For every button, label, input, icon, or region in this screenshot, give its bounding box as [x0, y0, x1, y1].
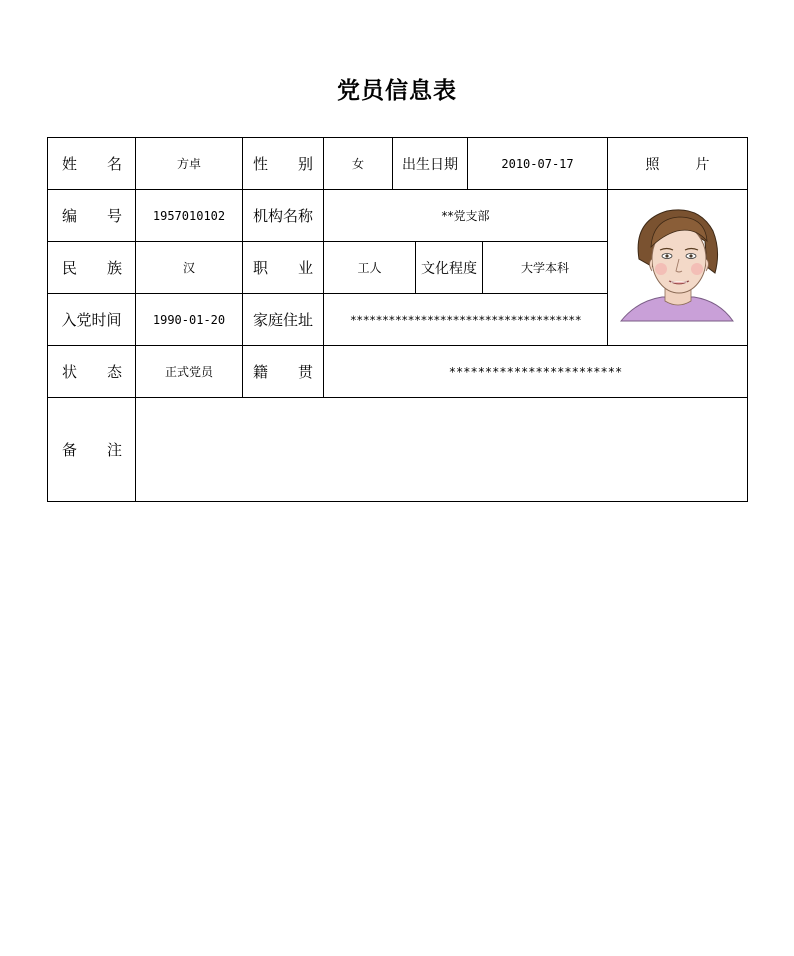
address-label: 家庭住址: [252, 311, 313, 329]
status-label: 状 态: [62, 363, 122, 381]
member-photo: [617, 201, 739, 323]
org-name-label: 机构名称: [252, 207, 313, 225]
gender-label: 性 别: [253, 155, 313, 173]
portrait-image: [617, 201, 739, 323]
remarks-label: 备 注: [62, 441, 122, 459]
org-name-value: **党支部: [441, 209, 490, 223]
form-title: 党员信息表: [337, 78, 457, 104]
education-value: 大学本科: [520, 261, 569, 275]
name-value: 方卓: [176, 157, 201, 171]
birth-date-label: 出生日期: [402, 156, 458, 173]
number-value: 1957010102: [152, 208, 226, 223]
join-date-label: 入党时间: [61, 311, 122, 329]
birth-date-value: 2010-07-17: [501, 156, 574, 171]
ethnicity-label: 民 族: [62, 259, 122, 277]
native-place-label: 籍 贯: [253, 363, 313, 381]
number-label: 编 号: [62, 207, 122, 225]
gender-value: 女: [351, 157, 364, 171]
status-value: 正式党员: [164, 365, 213, 379]
occupation-value: 工人: [357, 261, 382, 275]
remarks-value: [135, 397, 748, 502]
ethnicity-value: 汉: [182, 261, 195, 275]
name-label: 姓 名: [62, 155, 122, 173]
education-label: 文化程度: [421, 260, 477, 277]
occupation-label: 职 业: [253, 259, 313, 277]
native-place-value: ************************: [448, 364, 623, 379]
photo-label: 照 片: [645, 156, 710, 173]
address-value: ************************************: [349, 312, 582, 327]
join-date-value: 1990-01-20: [152, 312, 226, 327]
